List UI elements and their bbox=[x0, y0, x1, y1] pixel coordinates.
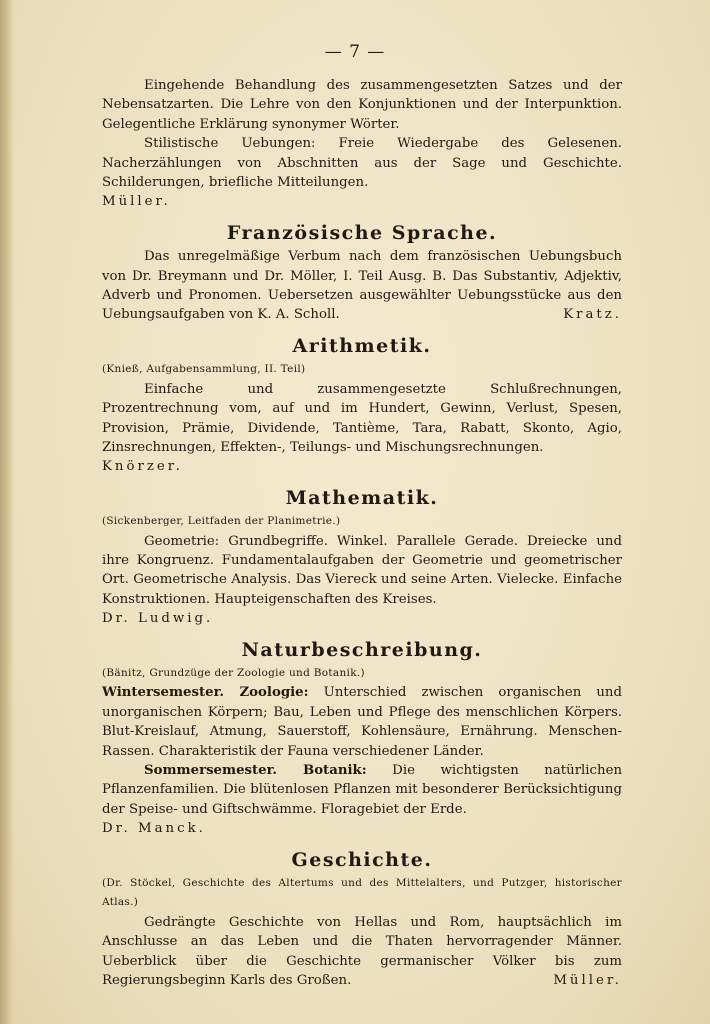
paragraph-stiluebungen: Stilistische Uebungen: Freie Wiedergabe des Gelesenen. Nacherzählungen von Abschnitten aus der Sage und Geschichte. Schilderungen, briefliche Mitteilungen. bbox=[102, 136, 622, 191]
heading-naturbeschreibung: Naturbeschreibung. bbox=[241, 638, 483, 661]
label-wintersemester: Wintersemester. Zoologie: bbox=[102, 685, 309, 701]
signature-knoerzer: Knörzer. bbox=[102, 459, 183, 475]
section-deutsch-continued bbox=[102, 76, 622, 212]
label-sommersemester: Sommersemester. Botanik: bbox=[144, 763, 367, 778]
signature-kratz: Kratz. bbox=[563, 307, 622, 323]
heading-arithmetik: Arithmetik. bbox=[292, 334, 432, 357]
section-arithmetik bbox=[102, 334, 622, 477]
page-binding-edge bbox=[0, 0, 14, 1024]
section-mathematik bbox=[102, 486, 622, 629]
paragraph-mathematik: Geometrie: Grundbegriffe. Winkel. Parallele Gerade. Dreiecke und ihre Kongruenz. Fundamentalaufgaben der Geometrie und geometrischer Ort. Geometrische Analysis. Das Viereck und seine Arten. Vielecke. Einfache Konstruktionen. Haupteigenschaften des Kreises. bbox=[102, 533, 622, 607]
source-geschichte: (Dr. Stöckel, Geschichte des Altertums und des Mittelalters, und Putzger, historischer Atlas.) bbox=[102, 877, 622, 909]
paragraph-franzoesisch bbox=[102, 247, 622, 325]
section-geschichte bbox=[102, 848, 622, 991]
paragraph-sommersemester bbox=[102, 761, 622, 819]
paragraph-satzlehre: Eingehende Behandlung des zusammengesetzten Satzes und der Nebensatzarten. Die Lehre von den Konjunktionen und der Interpunktion. Gelegentliche Erklärung synonymer Wörter. bbox=[102, 78, 622, 132]
section-naturbeschreibung bbox=[102, 638, 623, 839]
paragraph-geschichte bbox=[102, 913, 622, 991]
paragraph-arithmetik: Einfache und zusammengesetzte Schlußrechnungen, Prozentrechnung vom, auf und im Hundert, Gewinn, Verlust, Spesen, Provision, Prämie, Dividende, Tantième, Tara, Rabatt, Skonto, Agio, Zinsrechnungen, Effekten-, Teilungs- und Mischungsrechnungen. bbox=[102, 381, 622, 455]
text-wintersemester: Unterschied zwischen organischen und unorganischen Körpern; Bau, Leben und Pflege des menschlichen Körpers. Blut-Kreislauf, Atmung, Sauerstoff, Kohlensäure, Ernährung. Menschen-Rassen. Charakteristik der Fauna verschiedener Länder. bbox=[102, 685, 623, 759]
heading-franzoesisch: Französische Sprache. bbox=[226, 221, 498, 244]
text-franzoesisch: Das unregelmäßige Verbum nach dem französischen Uebungsbuch von Dr. Breymann und Dr. Möller, I. Teil Ausg. B. Das Substantiv, Adjektiv, Adverb und Pronomen. Uebersetzen ausgewählter Uebungsstücke aus den Uebungsaufgaben von K. A. Scholl. bbox=[102, 249, 622, 323]
signature-manck: Dr. Manck. bbox=[102, 821, 206, 837]
page-number: — 7 — bbox=[324, 42, 386, 62]
section-franzoesisch bbox=[102, 221, 622, 325]
text-sommersemester: Die wichtigsten natürlichen Pflanzenfamilien. Die blütenlosen Pflanzen mit besonderer Berücksichtigung der Speise- und Giftschwämme. Floragebiet der Erde. bbox=[102, 763, 623, 817]
source-naturbeschreibung: (Bänitz, Grundzüge der Zoologie und Botanik.) bbox=[102, 666, 365, 679]
source-arithmetik: (Knieß, Aufgabensammlung, II. Teil) bbox=[102, 363, 306, 376]
heading-geschichte: Geschichte. bbox=[291, 848, 433, 871]
signature-mueller-1: Müller. bbox=[102, 194, 171, 210]
page-content bbox=[102, 76, 622, 990]
text-geschichte: Gedrängte Geschichte von Hellas und Rom, hauptsächlich im Anschlusse an das Leben und die Thaten hervorragender Männer. Ueberblick über die Geschichte germanischer Völker bis zum Regierungsbeginn Karls des Großen. bbox=[102, 914, 622, 989]
heading-mathematik: Mathematik. bbox=[285, 486, 439, 509]
source-mathematik: (Sickenberger, Leitfaden der Planimetrie.) bbox=[102, 515, 341, 528]
signature-mueller-2: Müller. bbox=[553, 973, 622, 989]
paragraph-wintersemester bbox=[102, 683, 622, 761]
signature-ludwig: Dr. Ludwig. bbox=[102, 611, 214, 627]
